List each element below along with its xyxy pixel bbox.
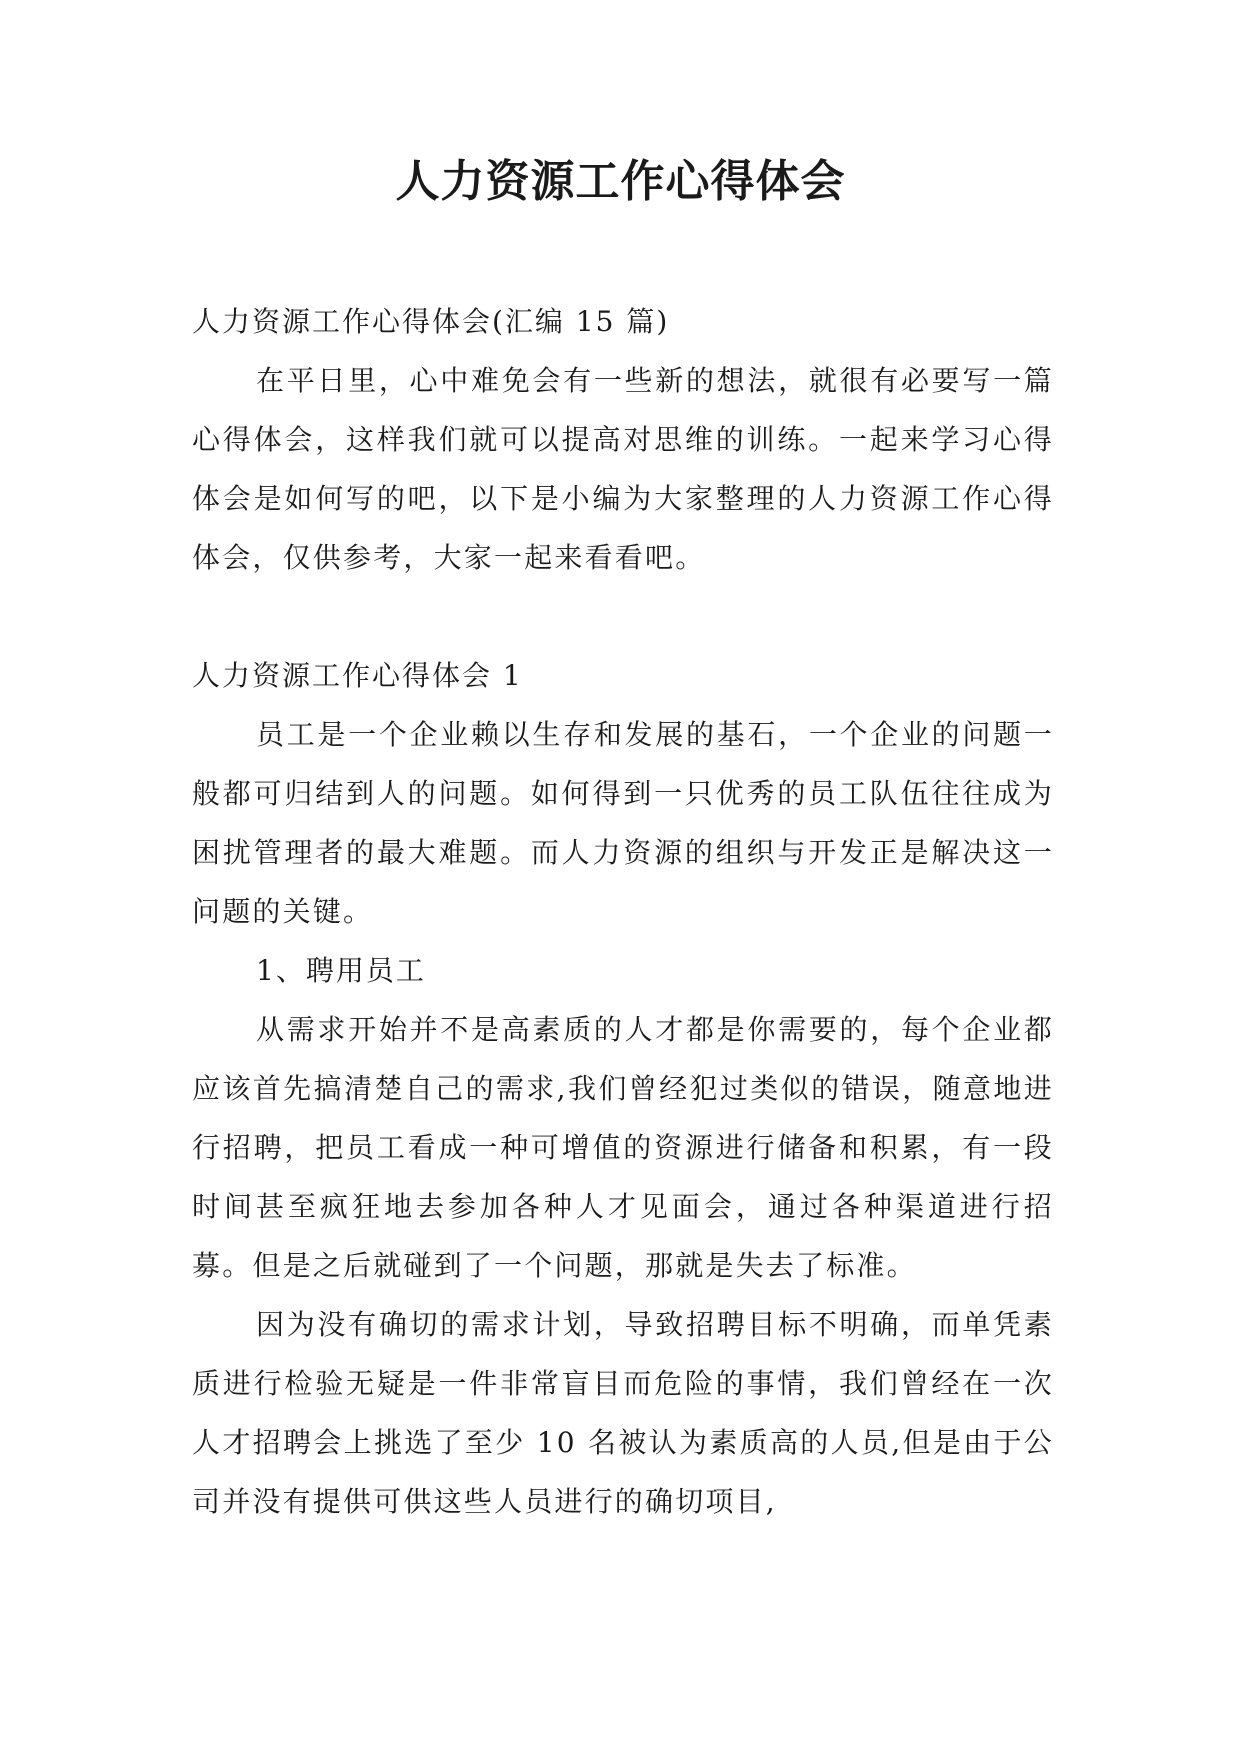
section-paragraph-3: 因为没有确切的需求计划，导致招聘目标不明确，而单凭素质进行检验无疑是一件非常盲目而危险的事情，我们曾经在一次人才招聘会上挑选了至少 10 名被认为素质高的人员,但是由于公司并没有提供可供这些人员进行的确切项目, [192,1308,1054,1518]
paragraph-spacer [192,587,1054,646]
intro-paragraph: 在平日里，心中难免会有一些新的想法，就很有必要写一篇心得体会，这样我们就可以提高对思维的训练。一起来学习心得体会是如何写的吧，以下是小编为大家整理的人力资源工作心得体会，仅供参考，大家一起来看看吧。 [192,364,1054,574]
document-subtitle: 人力资源工作心得体会(汇编 15 篇) [192,305,670,338]
section-heading: 人力资源工作心得体会 1 [192,659,523,692]
document-body [192,292,1054,1531]
item-heading: 1、聘用员工 [256,954,426,987]
section-paragraph-2: 从需求开始并不是高素质的人才都是你需要的，每个企业都应该首先搞清楚自己的需求,我们曾经犯过类似的错误，随意地进行招聘，把员工看成一种可增值的资源进行储备和积累，有一段时间甚至疯狂地去参加各种人才见面会，通过各种渠道进行招募。但是之后就碰到了一个问题，那就是失去了标准。 [192,1013,1054,1282]
document-title: 人力资源工作心得体会 [395,156,846,207]
section-paragraph-1: 员工是一个企业赖以生存和发展的基石，一个企业的问题一般都可归结到人的问题。如何得到一只优秀的员工队伍往往成为困扰管理者的最大难题。而人力资源的组织与开发正是解决这一问题的关键。 [192,718,1054,928]
